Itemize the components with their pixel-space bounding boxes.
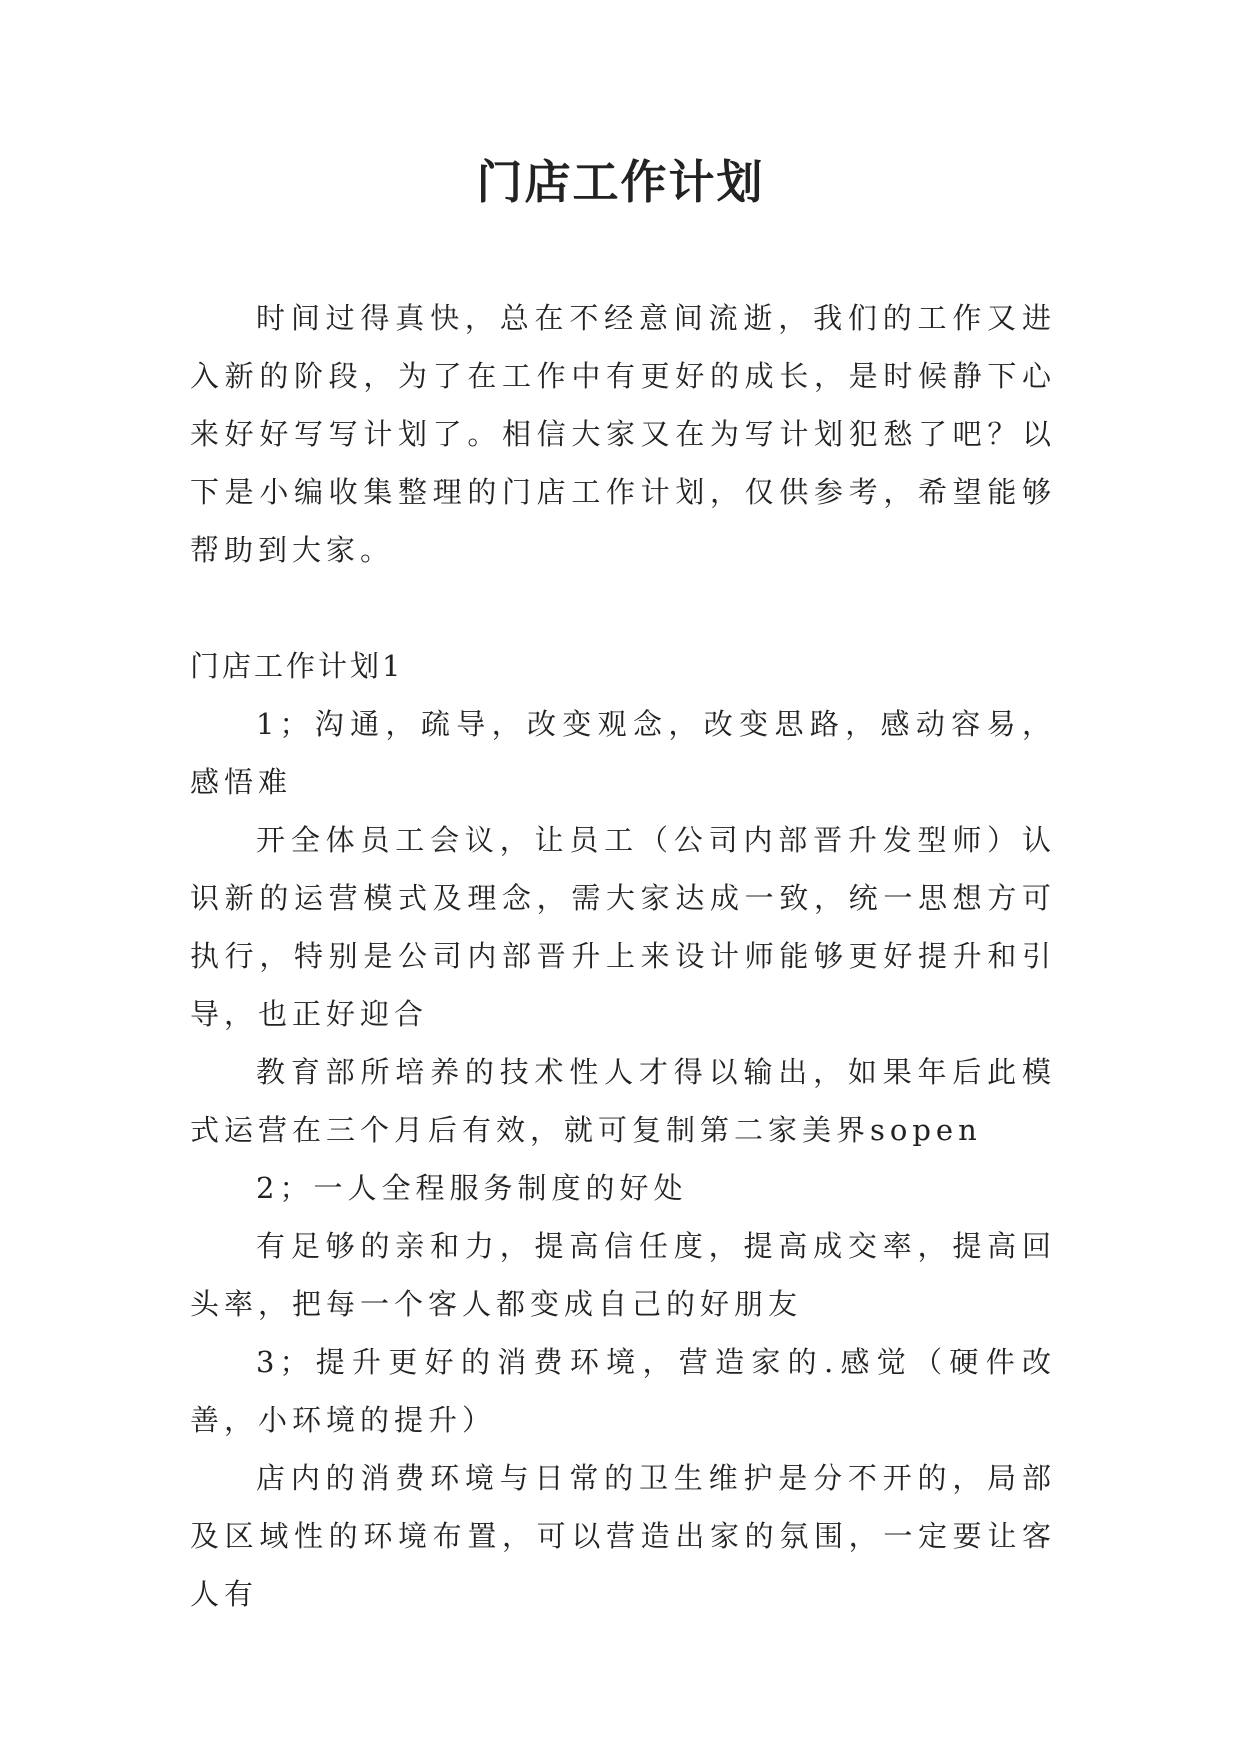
paragraph: 教育部所培养的技术性人才得以输出，如果年后此模式运营在三个月后有效，就可复制第二家美界sopen bbox=[190, 1055, 1056, 1147]
paragraph: 有足够的亲和力，提高信任度，提高成交率，提高回头率，把每一个客人都变成自己的好朋友 bbox=[190, 1229, 1056, 1321]
section-gap bbox=[190, 579, 1056, 637]
paragraph: 3；提升更好的消费环境，营造家的.感觉（硬件改善，小环境的提升） bbox=[190, 1345, 1056, 1437]
document-body bbox=[190, 289, 1056, 1623]
paragraph: 开全体员工会议，让员工（公司内部晋升发型师）认识新的运营模式及理念，需大家达成一致，统一思想方可执行，特别是公司内部晋升上来设计师能够更好提升和引导，也正好迎合 bbox=[190, 823, 1056, 1031]
paragraph: 店内的消费环境与日常的卫生维护是分不开的，局部及区域性的环境布置，可以营造出家的氛围，一定要让客人有 bbox=[190, 1461, 1056, 1611]
section-heading: 门店工作计划1 bbox=[190, 649, 404, 683]
paragraph: 2；一人全程服务制度的好处 bbox=[256, 1171, 688, 1205]
document-title: 门店工作计划 bbox=[476, 155, 765, 209]
intro-paragraph: 时间过得真快，总在不经意间流逝，我们的工作又进入新的阶段，为了在工作中有更好的成长，是时候静下心来好好写写计划了。相信大家又在为写计划犯愁了吧？以下是小编收集整理的门店工作计划，仅供参考，希望能够帮助到大家。 bbox=[190, 301, 1056, 567]
paragraph: 1；沟通，疏导，改变观念，改变思路，感动容易，感悟难 bbox=[190, 707, 1056, 799]
